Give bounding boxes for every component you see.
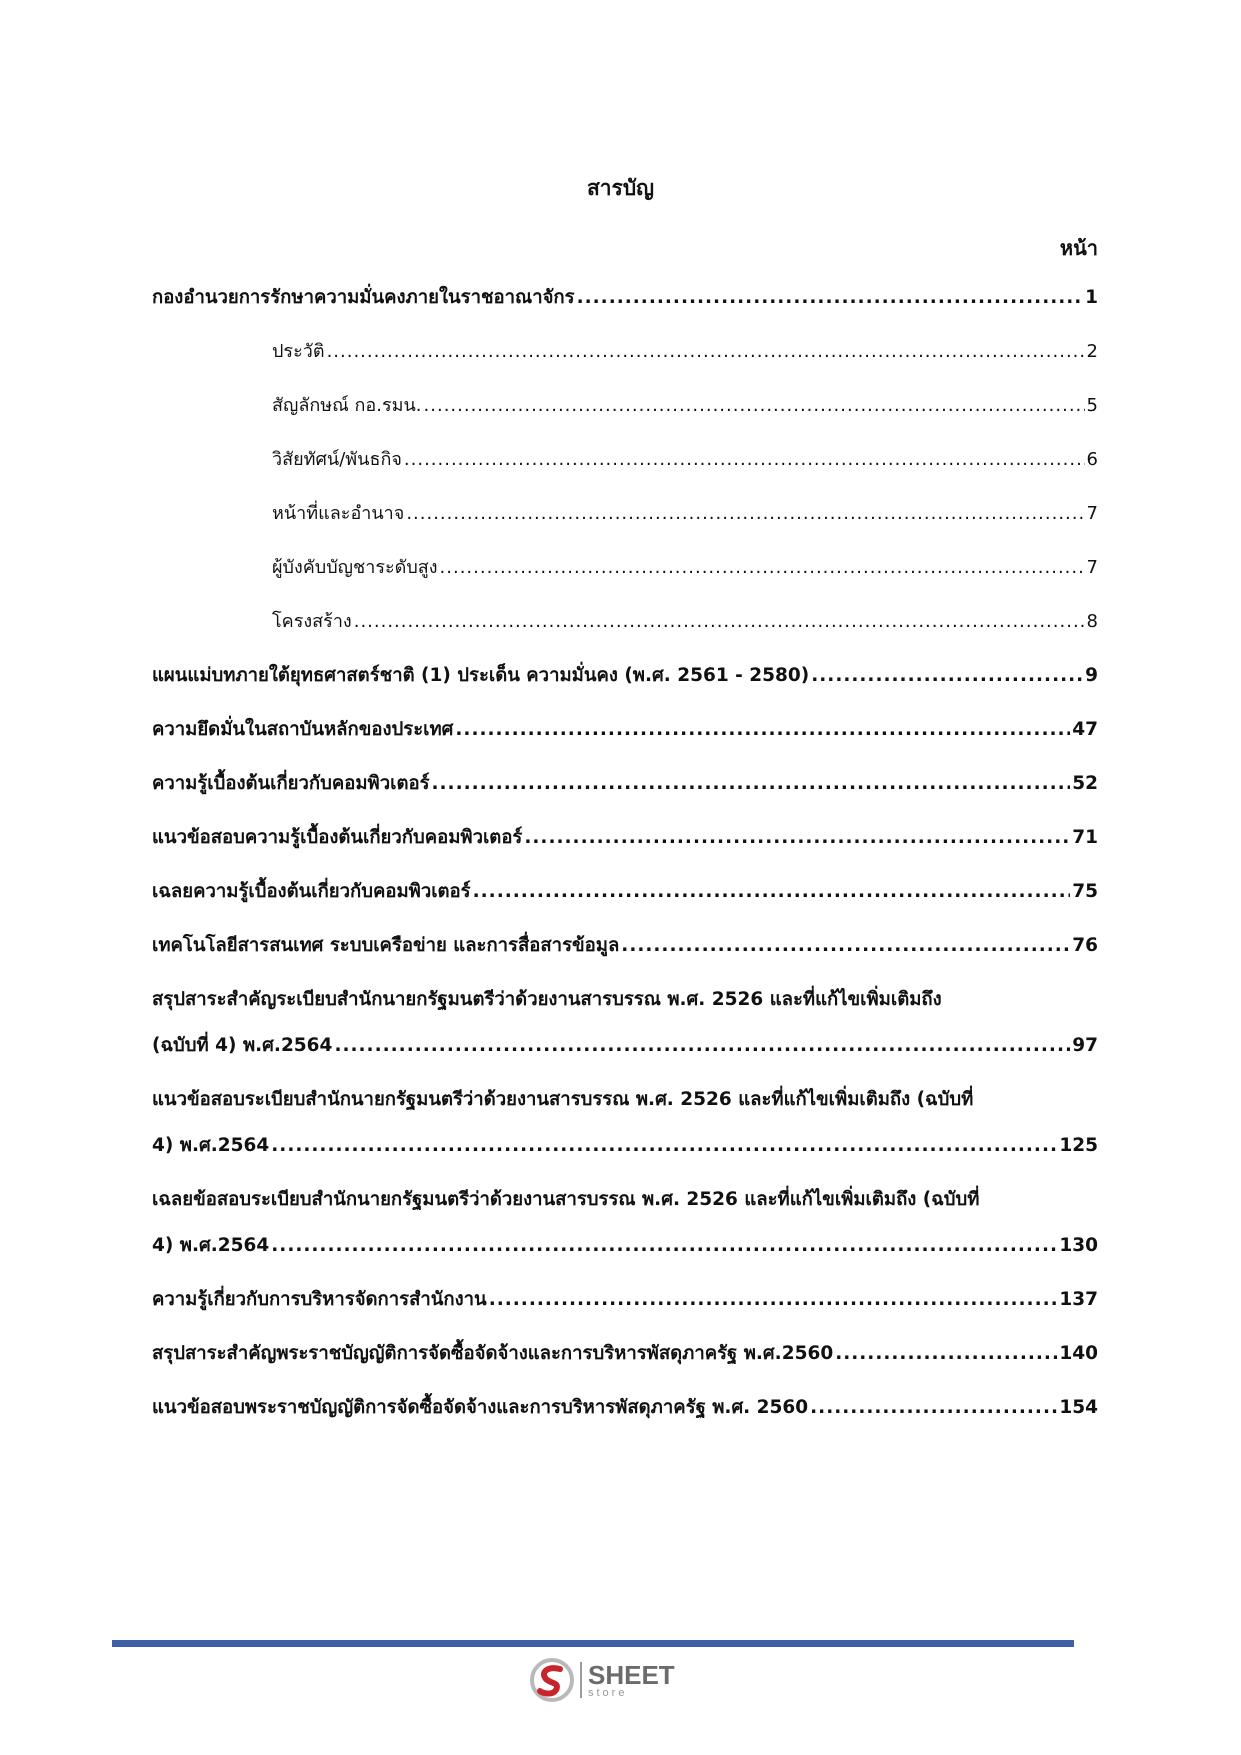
toc-entry-text: เฉลยความรู้เบื้องต้นเกี่ยวกับคอมพิวเตอร์ (152, 881, 471, 902)
toc-entry-text: สัญลักษณ์ กอ.รมน. (272, 395, 422, 416)
sheet-store-logo-icon (530, 1658, 574, 1702)
toc-entry-text: แผนแม่บทภายใต้ยุทธศาสตร์ชาติ (1) ประเด็น ความมั่นคง (พ.ศ. 2561 - 2580) (152, 665, 810, 686)
toc-entry-text: เฉลยข้อสอบระเบียบสำนักนายกรัฐมนตรีว่าด้วยงานสารบรรณ พ.ศ. 2526 และที่แก้ไขเพิ่มเติมถึง (ฉบับที่ (152, 1189, 980, 1210)
toc-entry[interactable] (152, 1342, 1098, 1366)
toc-entry-page: 6 (1086, 449, 1098, 470)
dot-leader (811, 664, 1083, 688)
dot-leader (835, 1342, 1057, 1366)
toc-entry[interactable] (152, 1088, 1098, 1158)
toc-entry-text: ความรู้เบื้องต้นเกี่ยวกับคอมพิวเตอร์ (152, 773, 430, 794)
toc-entry-text: กองอำนวยการรักษาความมั่นคงภายในราชอาณาจักร (152, 287, 575, 308)
dot-leader (455, 718, 1070, 742)
toc-entry[interactable] (152, 934, 1098, 958)
toc-entry-text: เทคโนโลยีสารสนเทศ ระบบเครือข่าย และการสื่อสารข้อมูล (152, 935, 620, 956)
toc-entry[interactable] (152, 1288, 1098, 1312)
toc-entry-page: 8 (1086, 611, 1098, 632)
dot-leader (489, 1288, 1058, 1312)
dot-leader (432, 772, 1071, 796)
toc-entry[interactable] (152, 718, 1098, 742)
toc-entry[interactable] (152, 664, 1098, 688)
toc-entry-page: 154 (1059, 1397, 1098, 1418)
toc-entry-text-continued: (ฉบับที่ 4) พ.ศ.2564 (152, 1035, 333, 1056)
logo-separator (580, 1662, 582, 1698)
logo-sub-text: store (588, 1686, 628, 1699)
toc-entry-page: 71 (1072, 827, 1098, 848)
page-column-header: หน้า (1059, 236, 1098, 260)
footer-bar (112, 1640, 1074, 1647)
dot-leader (327, 340, 1085, 364)
dot-leader (424, 394, 1085, 418)
toc-entry[interactable] (152, 772, 1098, 796)
toc-entry-text: วิสัยทัศน์/พันธกิจ (272, 449, 402, 470)
logo-text (588, 1659, 675, 1699)
dot-leader (810, 1396, 1057, 1420)
toc-entry-page: 75 (1072, 881, 1098, 902)
dot-leader (406, 502, 1084, 526)
toc-entry-page: 9 (1085, 665, 1098, 686)
dot-leader (524, 826, 1070, 850)
dot-leader (354, 610, 1085, 634)
dot-leader (271, 1234, 1057, 1258)
toc-entry[interactable] (152, 340, 1098, 364)
toc-entry[interactable] (152, 394, 1098, 418)
toc-entry-page: 130 (1059, 1235, 1098, 1256)
toc-entry-text-continued: 4) พ.ศ.2564 (152, 1235, 270, 1256)
toc-entry[interactable] (152, 556, 1098, 580)
toc-entry[interactable] (152, 988, 1098, 1058)
toc-entry[interactable] (152, 448, 1098, 472)
dot-leader (473, 880, 1071, 904)
toc-entry[interactable] (152, 286, 1098, 310)
toc-entry-page: 47 (1072, 719, 1098, 740)
toc-entry-text: แนวข้อสอบความรู้เบื้องต้นเกี่ยวกับคอมพิวเตอร์ (152, 827, 523, 848)
toc-entry[interactable] (152, 1396, 1098, 1420)
toc-entry-page: 7 (1086, 557, 1098, 578)
toc-entry[interactable] (152, 880, 1098, 904)
dot-leader (577, 286, 1084, 310)
toc-entry-text: สรุปสาระสำคัญพระราชบัญญัติการจัดซื้อจัดจ้างและการบริหารพัสดุภาครัฐ พ.ศ.2560 (152, 1343, 834, 1364)
sheet-store-logo (530, 1658, 675, 1702)
toc-entry-text: ความรู้เกี่ยวกับการบริหารจัดการสำนักงาน (152, 1289, 487, 1310)
toc-entry-page: 52 (1072, 773, 1098, 794)
dot-leader (334, 1034, 1070, 1058)
toc-entry-text: ประวัติ (272, 341, 325, 362)
dot-leader (440, 556, 1085, 580)
toc-entry-text: แนวข้อสอบพระราชบัญญัติการจัดซื้อจัดจ้างและการบริหารพัสดุภาครัฐ พ.ศ. 2560 (152, 1397, 809, 1418)
toc-entry-page: 76 (1072, 935, 1098, 956)
toc-title: สารบัญ (586, 176, 655, 200)
dot-leader (404, 448, 1085, 472)
toc-entry-text: โครงสร้าง (272, 611, 352, 632)
toc-entry-page: 97 (1072, 1035, 1098, 1056)
toc-entry[interactable] (152, 826, 1098, 850)
toc-entry-text: หน้าที่และอำนาจ (272, 503, 405, 524)
toc-entry-page: 7 (1086, 503, 1098, 524)
toc-entry-text: ผู้บังคับบัญชาระดับสูง (272, 557, 438, 578)
toc-entry-text: ความยึดมั่นในสถาบันหลักของประเทศ (152, 719, 454, 740)
toc-entry-text-continued: 4) พ.ศ.2564 (152, 1135, 270, 1156)
logo-main-text: SHEET (588, 1659, 675, 1690)
dot-leader (271, 1134, 1057, 1158)
toc-entry[interactable] (152, 502, 1098, 526)
toc-entry[interactable] (152, 610, 1098, 634)
toc-entry-text: สรุปสาระสำคัญระเบียบสำนักนายกรัฐมนตรีว่าด้วยงานสารบรรณ พ.ศ. 2526 และที่แก้ไขเพิ่มเติมถึง (152, 989, 942, 1010)
toc-entry-page: 5 (1086, 395, 1098, 416)
toc-entry-page: 125 (1059, 1135, 1098, 1156)
toc-entry-page: 140 (1059, 1343, 1098, 1364)
dot-leader (621, 934, 1070, 958)
toc-entry-text: แนวข้อสอบระเบียบสำนักนายกรัฐมนตรีว่าด้วยงานสารบรรณ พ.ศ. 2526 และที่แก้ไขเพิ่มเติมถึง (ฉบับที่ (152, 1089, 974, 1110)
toc-entry-page: 137 (1059, 1289, 1098, 1310)
toc-entry[interactable] (152, 1188, 1098, 1258)
toc-entry-page: 2 (1086, 341, 1098, 362)
toc-entry-page: 1 (1085, 287, 1098, 308)
